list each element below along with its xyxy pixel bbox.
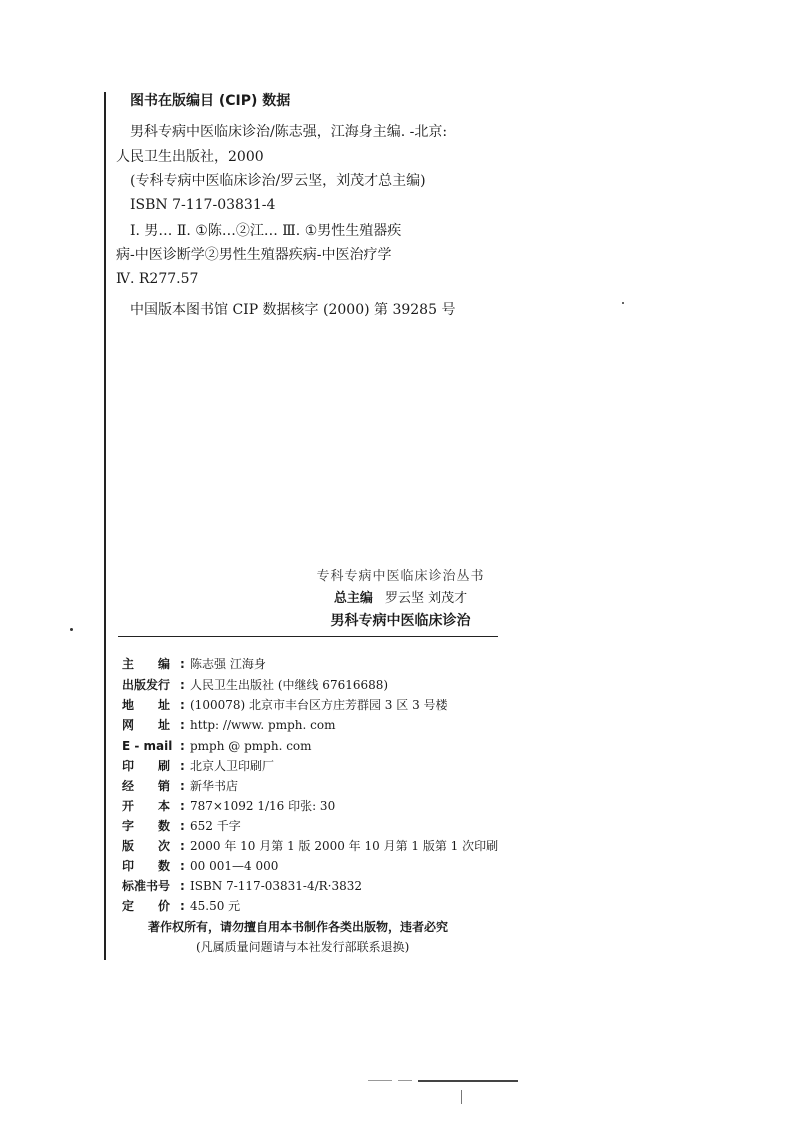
cip-line: 男科专病中医临床诊治/陈志强，江海身主编. -北京:	[130, 124, 448, 140]
cip-line: 病-中医诊断学②男性生殖器疾病-中医治疗学	[116, 247, 392, 263]
imprint-value: pmph @ pmph. com	[190, 739, 312, 753]
copyright-notice: 著作权所有，请勿擅自用本书制作各类出版物，违者必究	[148, 920, 449, 934]
chief-editor-names: 罗云坚 刘茂才	[385, 591, 468, 606]
imprint-label: 开 本	[122, 799, 171, 813]
imprint-value: 陈志强 江海身	[190, 657, 266, 671]
scan-mark	[418, 1080, 518, 1082]
imprint-label: E - mail	[122, 739, 173, 753]
imprint-value: 北京人卫印刷厂	[190, 759, 275, 773]
imprint-value: 新华书店	[190, 779, 239, 793]
imprint-label: 版 次	[122, 839, 171, 853]
imprint-value: 人民卫生出版社 (中继线 67616688)	[190, 678, 389, 692]
imprint-value: 00 001—4 000	[190, 859, 279, 873]
imprint-value: 652 千字	[190, 819, 241, 833]
imprint-label: 地 址	[122, 698, 171, 712]
chief-editor-label: 总主编	[333, 591, 373, 606]
imprint-label: 印 刷	[122, 759, 171, 773]
return-note: (凡属质量问题请与本社发行部联系退换)	[196, 940, 410, 954]
series-name: 专科专病中医临床诊治丛书	[316, 569, 485, 584]
scan-mark	[461, 1090, 462, 1104]
scan-mark	[398, 1080, 412, 1081]
title-divider	[118, 636, 498, 637]
imprint-value: http: //www. pmph. com	[190, 718, 336, 732]
imprint-value: 787×1092 1/16 印张: 30	[190, 799, 336, 813]
imprint-label: 经 销	[122, 779, 171, 793]
imprint-label: 定 价	[122, 899, 171, 913]
cip-line: Ⅳ. R277.57	[116, 271, 199, 287]
scan-speck	[622, 302, 624, 304]
cip-line: 人民卫生出版社，2000	[116, 149, 264, 165]
cip-line: Ⅰ. 男… Ⅱ. ①陈…②江… Ⅲ. ①男性生殖器疾	[130, 223, 402, 239]
cip-heading: 图书在版编目 (CIP) 数据	[130, 93, 291, 109]
imprint-value: 45.50 元	[190, 899, 241, 913]
imprint-value: ISBN 7-117-03831-4/R·3832	[190, 879, 363, 893]
imprint-label: 出版发行	[122, 678, 171, 692]
cip-line: (专科专病中医临床诊治/罗云坚，刘茂才总主编)	[130, 173, 426, 189]
imprint-label: 印 数	[122, 859, 171, 873]
margin-rule	[104, 92, 106, 960]
imprint-label: 标准书号	[122, 879, 171, 893]
cip-record-number: 中国版本图书馆 CIP 数据核字 (2000) 第 39285 号	[130, 302, 456, 318]
chief-editors	[0, 590, 801, 608]
imprint-label: 网 址	[122, 718, 171, 732]
imprint-label: 字 数	[122, 819, 171, 833]
imprint-value: 2000 年 10 月第 1 版 2000 年 10 月第 1 版第 1 次印刷	[190, 839, 499, 853]
scan-mark	[368, 1080, 392, 1081]
cip-line: ISBN 7-117-03831-4	[130, 197, 276, 213]
book-title: 男科专病中医临床诊治	[330, 613, 471, 629]
imprint-label: 主 编	[122, 657, 171, 671]
imprint-value: (100078) 北京市丰台区方庄芳群园 3 区 3 号楼	[190, 698, 448, 712]
